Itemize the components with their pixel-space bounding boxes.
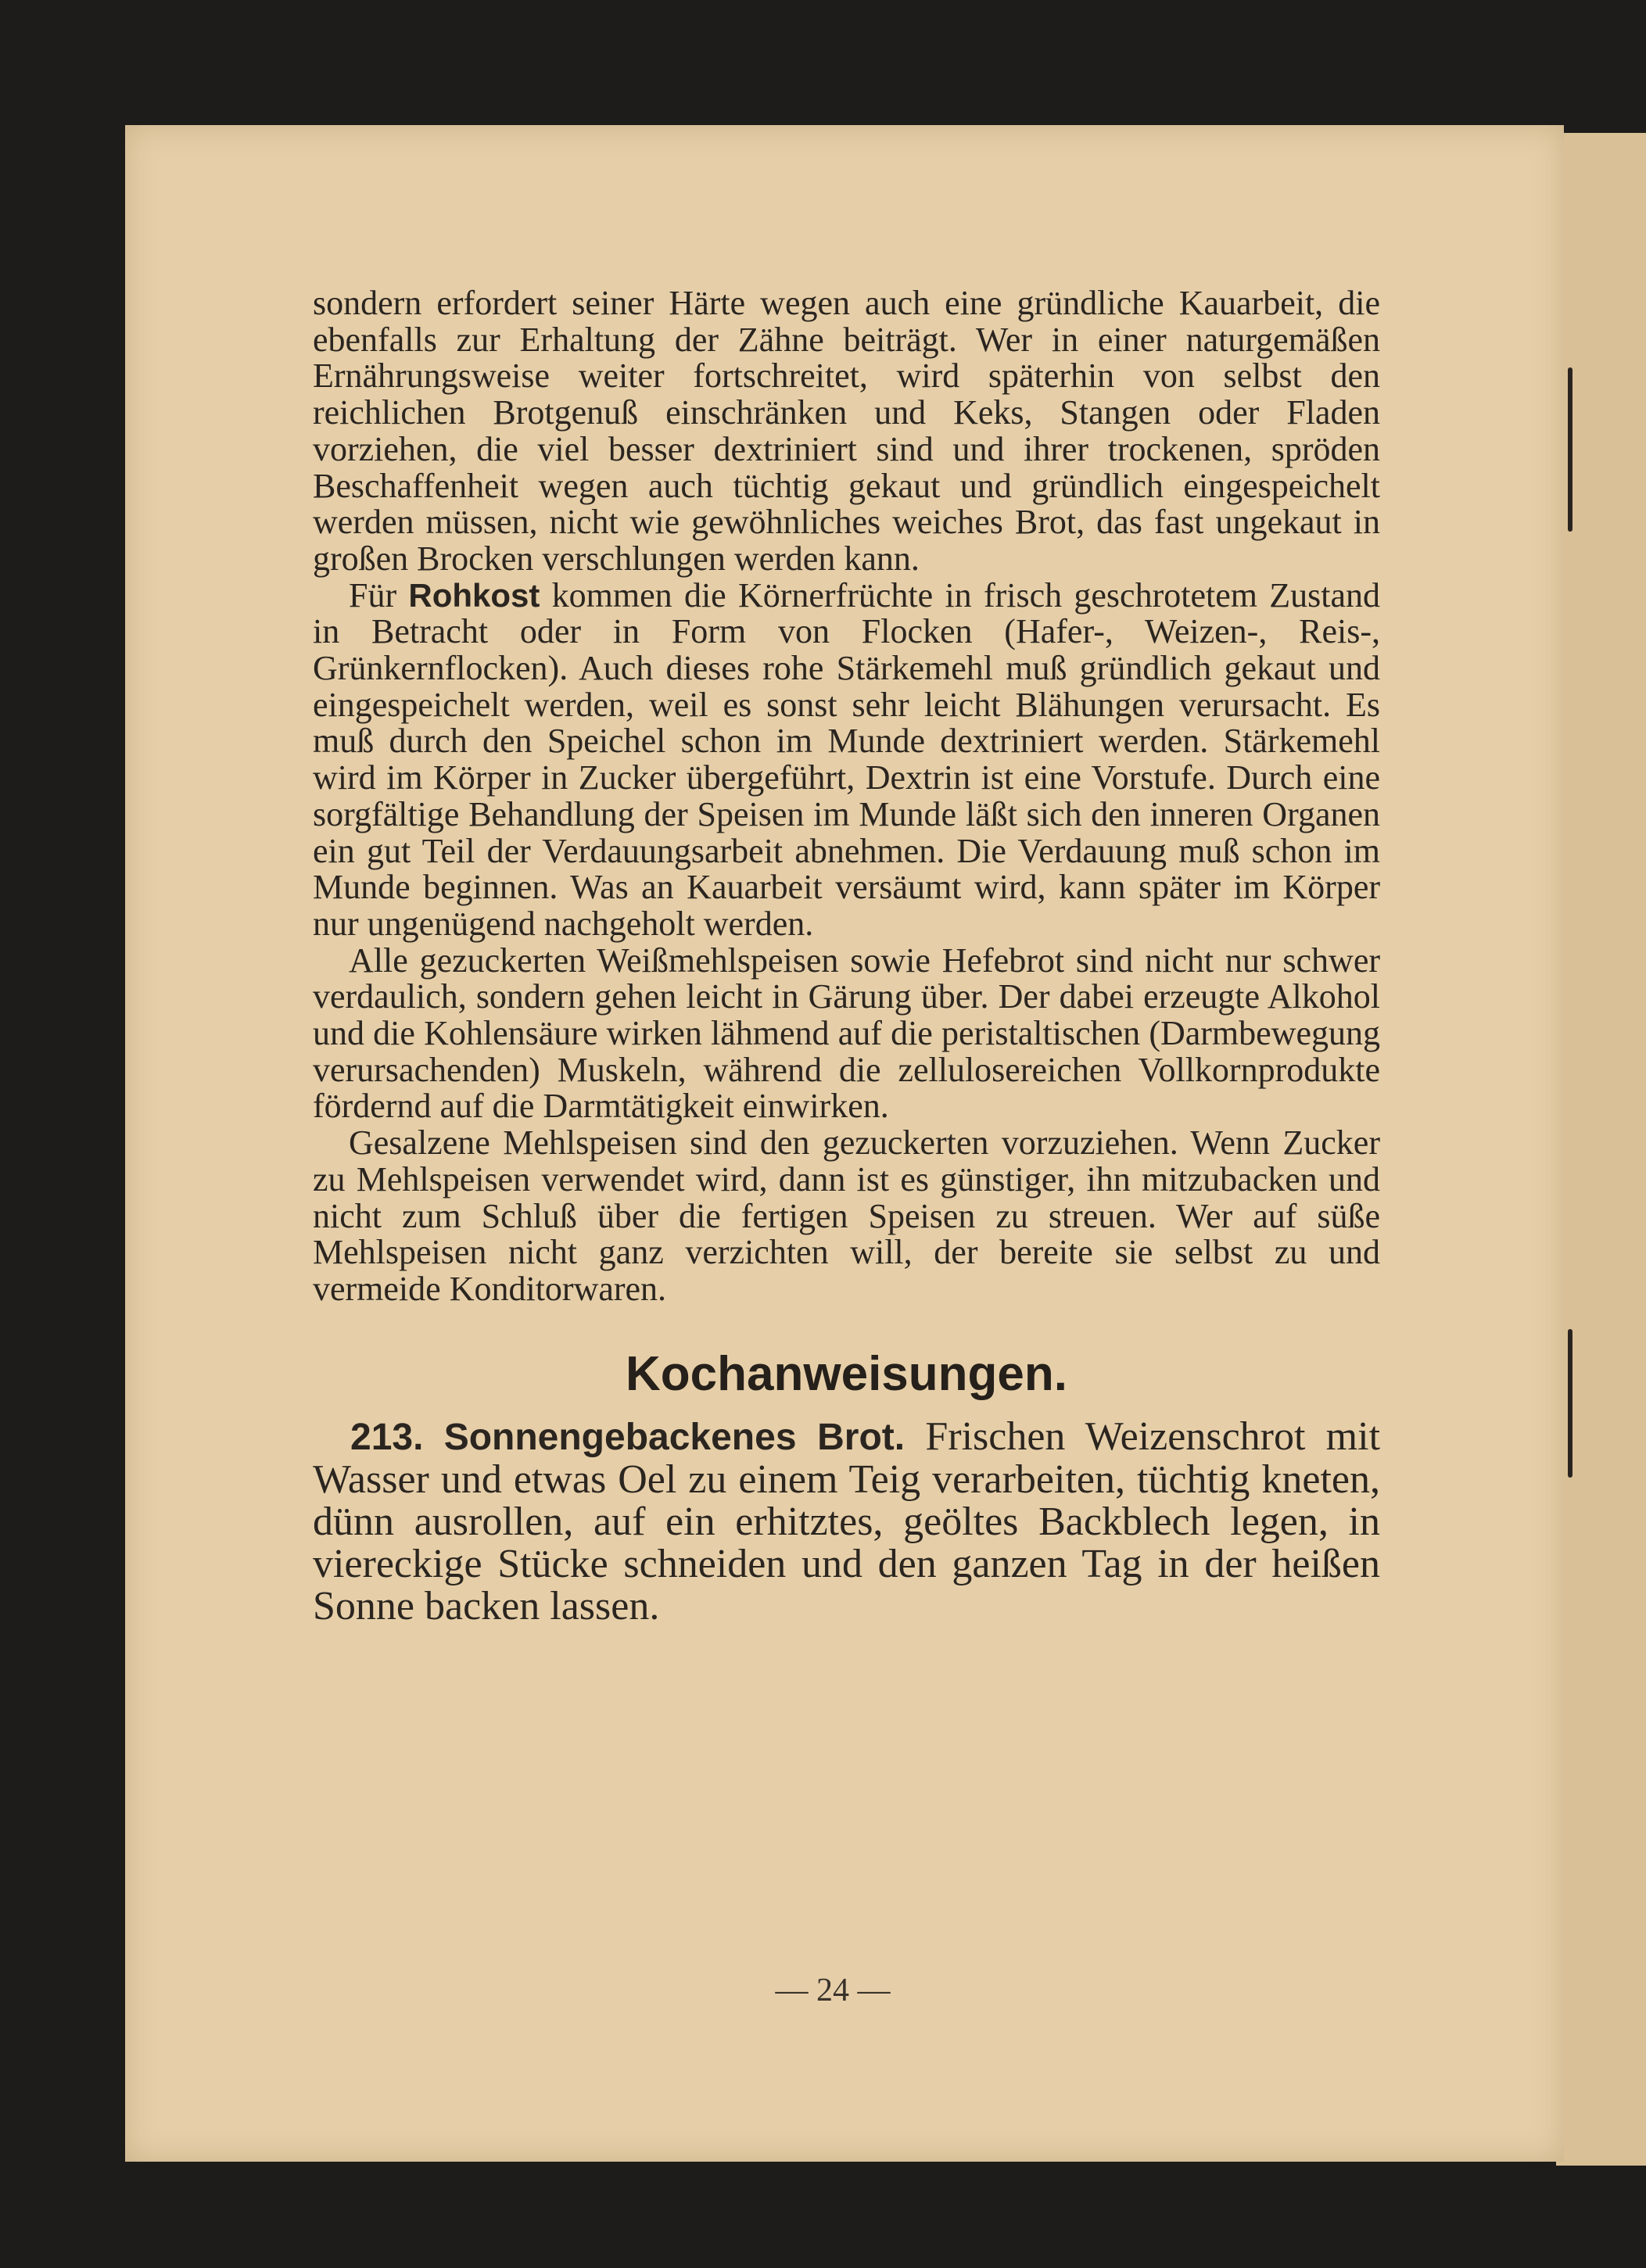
page-number: — 24 — bbox=[775, 1972, 891, 2008]
body-paragraph-1: sondern erfordert seiner Härte wegen auch eine gründliche Kauarbeit, die ebenfalls zur Erhaltung der Zähne beiträgt. Wer in einer naturgemäßen Ernährungsweise weiter fortschreitet, wird späterhin von selbst den reichlichen Brotgenuß einschränken und Keks, Stangen oder Fladen vorziehen, die viel besser dextriniert sind und ihrer trockenen, spröden Beschaffenheit wegen auch tüchtig gekaut und gründlich eingespeichelt werden müssen, nicht wie gewöhnliches weiches Brot, das fast ungekaut in großen Brocken verschlungen werden kann. bbox=[313, 284, 1380, 578]
paragraph-lead: Für bbox=[349, 575, 409, 614]
body-paragraph-2 bbox=[313, 575, 1381, 943]
page-text bbox=[313, 285, 1380, 1628]
section-heading: Kochanweisungen. bbox=[626, 1346, 1067, 1401]
recipe-text: Frischen Weizenschrot mit Wasser und etwas Oel zu einem Teig verarbeiten, tüchtig kneten, dünn ausrollen, auf ein erhitztes, geöltes Backblech legen, in viereckige Stücke schneiden und den ganzen Tag in der heißen Sonne backen lassen. bbox=[313, 1413, 1381, 1628]
body-paragraph-3: Alle gezuckerten Weißmehlspeisen sowie Hefebrot sind nicht nur schwer verdaulich, sondern gehen leicht in Gärung über. Der dabei erzeugte Alkohol und die Kohlensäure wirken lähmend auf die peristaltischen (Darmbewegung verursachenden) Muskeln, während die zellulosereichen Vollkornprodukte fördernd auf die Darmtätigkeit einwirken. bbox=[313, 941, 1380, 1126]
rohkost-term: Rohkost bbox=[408, 576, 540, 614]
recipe-213 bbox=[313, 1413, 1381, 1628]
recipe-number: 213. bbox=[350, 1416, 424, 1458]
binding-mark-bottom bbox=[1568, 1329, 1572, 1478]
body-paragraph-4: Gesalzene Mehlspeisen sind den gezuckerten vorzuziehen. Wenn Zucker zu Mehlspeisen verwendet wird, dann ist es günstiger, ihn mitzubacken und nicht zum Schluß über die fertigen Speisen zu streuen. Wer auf süße Mehlspeisen nicht ganz verzichten will, der bereite sie selbst zu und vermeide Konditorwaren. bbox=[313, 1123, 1380, 1308]
paragraph-body: kommen die Körnerfrüchte in frisch geschrotetem Zustand in Betracht oder in Form von Flocken (Hafer-, Weizen-, Reis-, Grünkernflocken). Auch dieses rohe Stärkemehl muß gründlich gekaut und eingespeichelt werden, weil es sonst sehr leicht Blähungen verursacht. Es muß durch den Speichel schon im Munde dextriniert werden. Stärkemehl wird im Körper in Zucker übergeführt, Dextrin ist eine Vorstufe. Durch eine sorgfältige Behandlung der Speisen im Munde läßt sich den inneren Organen ein gut Teil der Verdauungsarbeit abnehmen. Die Verdauung muß schon im Munde beginnen. Was an Kauarbeit versäumt wird, kann später im Körper nur ungenügend nachgeholt werden. bbox=[313, 575, 1381, 943]
binding-mark-top bbox=[1568, 367, 1572, 532]
recipe-title: Sonnengebackenes Brot. bbox=[443, 1416, 905, 1458]
